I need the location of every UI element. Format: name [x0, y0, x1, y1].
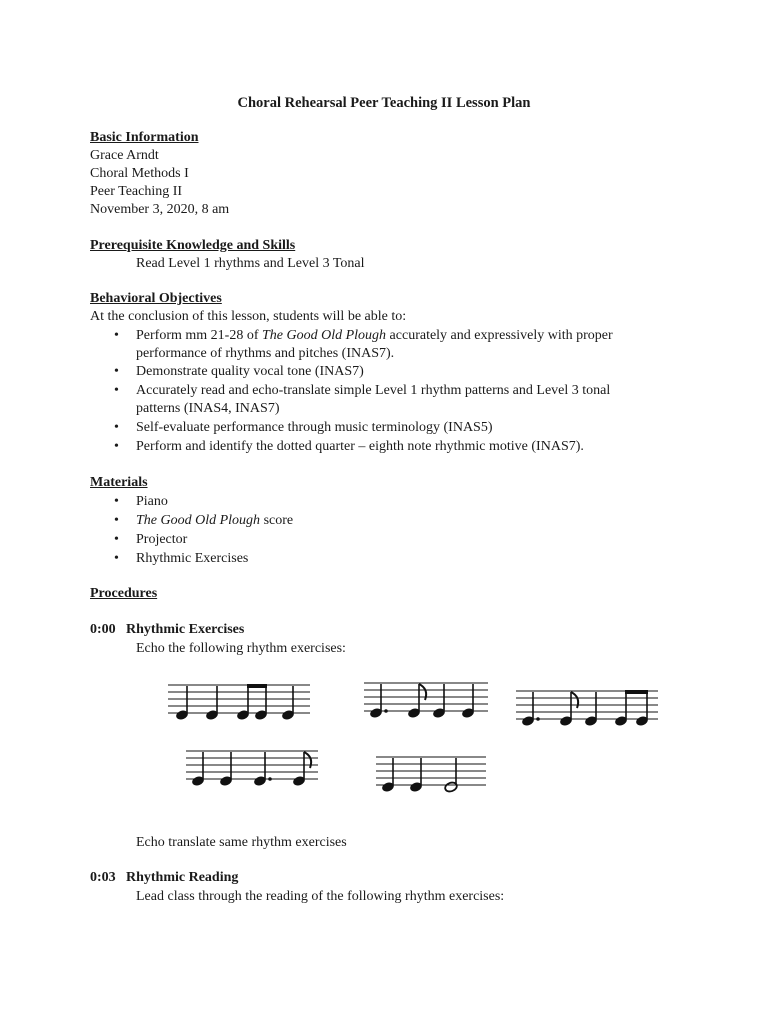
- prereq-heading: Prerequisite Knowledge and Skills: [90, 238, 296, 253]
- objective-item-continued: patterns (INAS4, INAS7): [136, 401, 280, 416]
- step-time: 0:00: [90, 622, 116, 637]
- material-item: Rhythmic Exercises: [136, 551, 249, 566]
- rhythm-exercise-4: [186, 746, 318, 788]
- step-instruction: Echo the following rhythm exercises:: [136, 641, 346, 656]
- objectives-intro: At the conclusion of this lesson, students will be able to:: [90, 309, 407, 324]
- objective-item: Accurately read and echo-translate simple Level 1 rhythm patterns and Level 3 tonal: [136, 383, 611, 398]
- materials-heading: Materials: [90, 475, 148, 490]
- material-item: Piano: [136, 494, 168, 509]
- rhythm-exercise-1: [168, 680, 310, 722]
- rhythm-exercise-3: [516, 686, 658, 728]
- lesson-date: November 3, 2020, 8 am: [90, 202, 230, 217]
- material-item: The Good Old Plough score: [136, 513, 294, 528]
- step-name: Rhythmic Exercises: [126, 622, 245, 637]
- bullet-glyph: •: [114, 364, 119, 379]
- step-time: 0:03: [90, 870, 116, 885]
- rhythm-exercise-2: [364, 678, 488, 720]
- assignment-name: Peer Teaching II: [90, 184, 183, 199]
- rhythm-exercise-5: [376, 752, 486, 794]
- bullet-glyph: •: [114, 420, 119, 435]
- bullet-glyph: •: [114, 494, 119, 509]
- bullet-glyph: •: [114, 383, 119, 398]
- objective-item: Perform mm 21-28 of The Good Old Plough accurately and expressively with proper: [136, 328, 613, 343]
- bullet-glyph: •: [114, 328, 119, 343]
- bullet-glyph: •: [114, 513, 119, 528]
- bullet-glyph: •: [114, 532, 119, 547]
- bullet-glyph: •: [114, 551, 119, 566]
- objective-item-continued: performance of rhythms and pitches (INAS7).: [136, 346, 395, 361]
- objective-item: Demonstrate quality vocal tone (INAS7): [136, 364, 364, 379]
- course-name: Choral Methods I: [90, 166, 189, 181]
- bullet-glyph: •: [114, 439, 119, 454]
- step-name: Rhythmic Reading: [126, 870, 239, 885]
- basic-info-heading: Basic Information: [90, 130, 199, 145]
- objectives-heading: Behavioral Objectives: [90, 291, 222, 306]
- step-instruction: Lead class through the reading of the following rhythm exercises:: [136, 889, 505, 904]
- objective-item: Self-evaluate performance through music terminology (INAS5): [136, 420, 493, 435]
- prereq-text: Read Level 1 rhythms and Level 3 Tonal: [136, 256, 365, 271]
- procedures-heading: Procedures: [90, 586, 158, 601]
- document-title: Choral Rehearsal Peer Teaching II Lesson Plan: [237, 95, 531, 111]
- step-followup: Echo translate same rhythm exercises: [136, 835, 347, 850]
- objective-item: Perform and identify the dotted quarter – eighth note rhythmic motive (INAS7).: [136, 439, 584, 454]
- material-item: Projector: [136, 532, 188, 547]
- teacher-name: Grace Arndt: [90, 148, 159, 163]
